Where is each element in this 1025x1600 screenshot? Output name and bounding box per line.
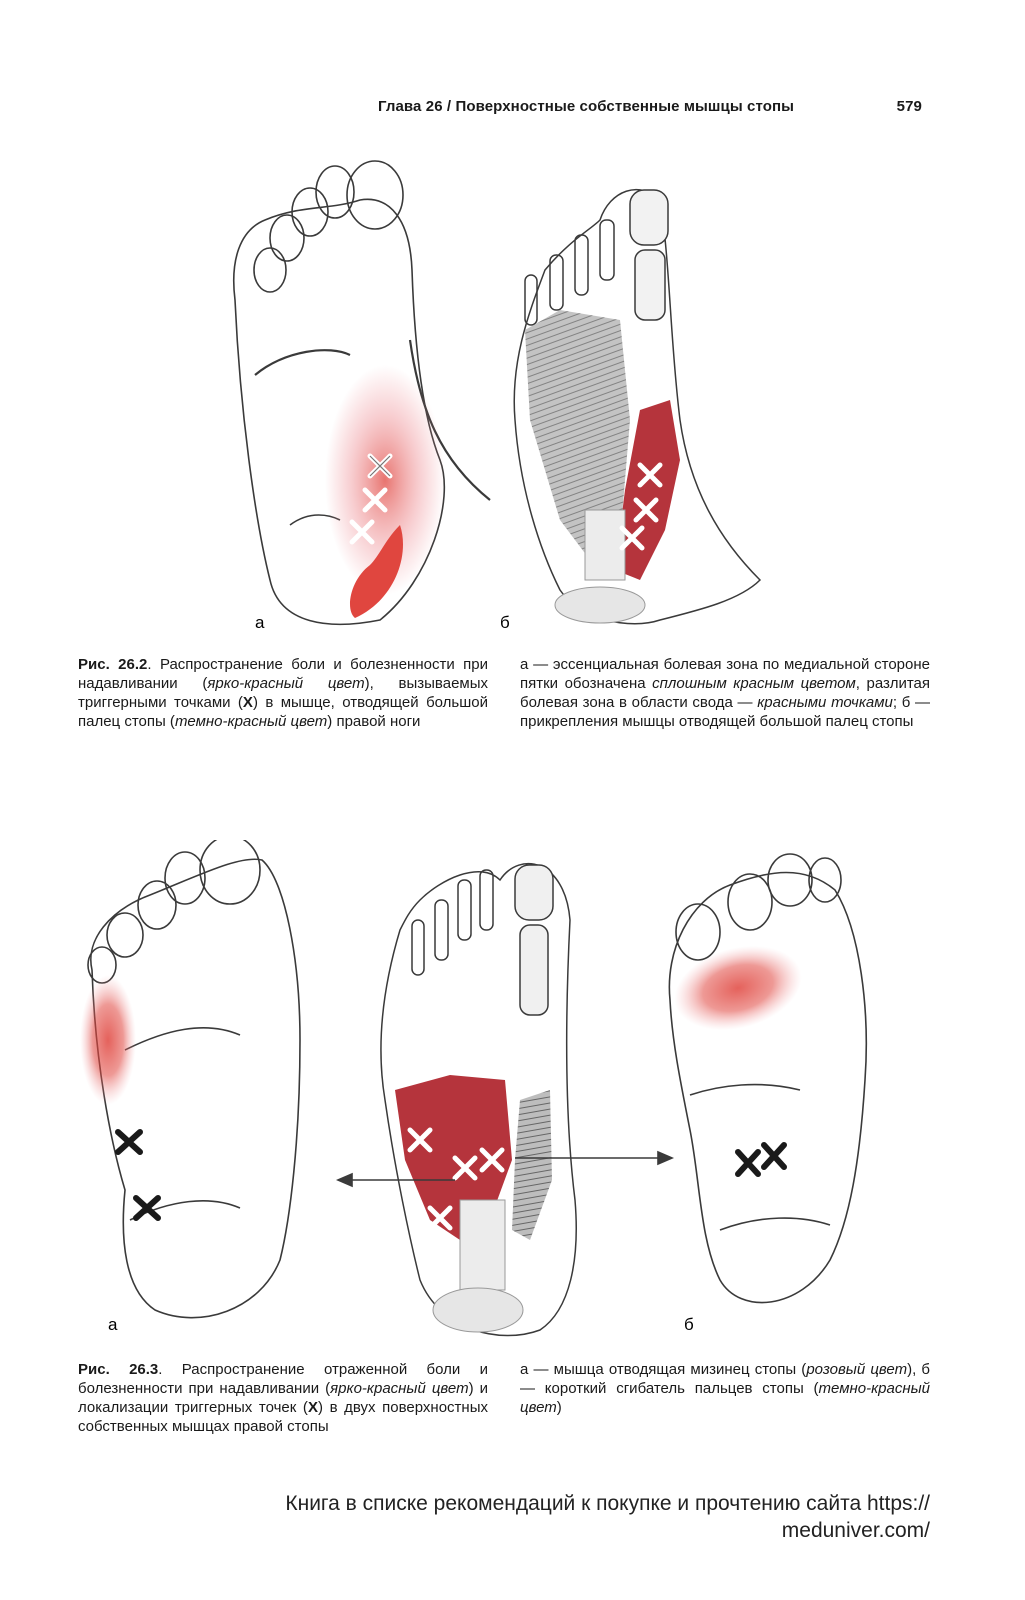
fig1-label-a: а [255,613,265,632]
chapter-title: Глава 26 / Поверхностные собственные мышцы стопы [378,98,795,115]
caption-italic: темно-красный цвет [520,1380,930,1416]
caption-text: а — эссенциальная болевая зона по медиальной стороне пятки обозначена [520,656,930,692]
fig2-number: Рис. 26.3 [78,1361,159,1378]
caption-bold-x: X [242,694,253,711]
pain-zone-lateral [80,975,136,1105]
caption-text: ) в мышце, отводящей большой палец стопы ( [78,694,488,730]
caption-text: ) в двух поверхностных собственных мышцах правой стопы [78,1399,488,1435]
fig1-label-b: б [500,613,510,632]
caption-text: ) [556,1399,562,1416]
fig2-caption-left [78,1360,488,1436]
fig1-caption-left [78,655,488,731]
footer-link-text[interactable]: meduniver.com/ [781,1519,930,1542]
page-number: 579 [896,98,922,115]
caption-italic: ярко-красный цвет [207,675,365,692]
fig2-caption-right [520,1360,930,1417]
figure-26-2-illustration [0,160,1025,640]
footer-recommendation [160,1490,930,1544]
fig2-label-b: б [684,1315,694,1334]
caption-italic: красными точками [757,694,893,711]
calcaneus-bone [585,510,625,580]
foot-sole-right-2 [669,854,866,1303]
caption-text: ), вызываемых триггерными точками ( [78,675,489,711]
heel-bone-2 [433,1288,523,1332]
fig2-label-a: а [108,1315,118,1334]
heel-bone [555,587,645,623]
caption-text: , разлитая болевая зона в области свода — [520,675,930,711]
fig1-number: Рис. 26.2 [78,656,148,673]
figure-26-3-illustration [0,840,1025,1350]
fig1-caption-right [520,655,930,731]
caption-italic: темно-красный цвет [174,713,328,730]
caption-text: ) и локализации триггерных точек ( [78,1380,488,1416]
caption-text: ) правой ноги [327,713,421,730]
caption-text: . Распространение отраженной боли и болезненности при надавливании ( [78,1361,488,1397]
caption-text: ; б — прикрепления мышцы отводящей большой палец стопы [520,694,930,730]
caption-bold-x: X [307,1399,318,1416]
caption-text: . Распространение боли и болезненности при надавливании ( [78,656,488,692]
caption-italic: сплошным красным цветом [652,675,856,692]
calcaneus-bone-2 [460,1200,505,1290]
caption-text: а — мышца отводящая мизинец стопы ( [520,1361,807,1378]
footer-line-1: Книга в списке рекомендаций к покупке и прочтению сайта https:// [285,1492,930,1515]
caption-italic: ярко-красный цвет [330,1380,469,1397]
caption-text: ), б — короткий сгибатель пальцев стопы ( [520,1361,930,1397]
caption-italic: розовый цвет [806,1361,908,1378]
